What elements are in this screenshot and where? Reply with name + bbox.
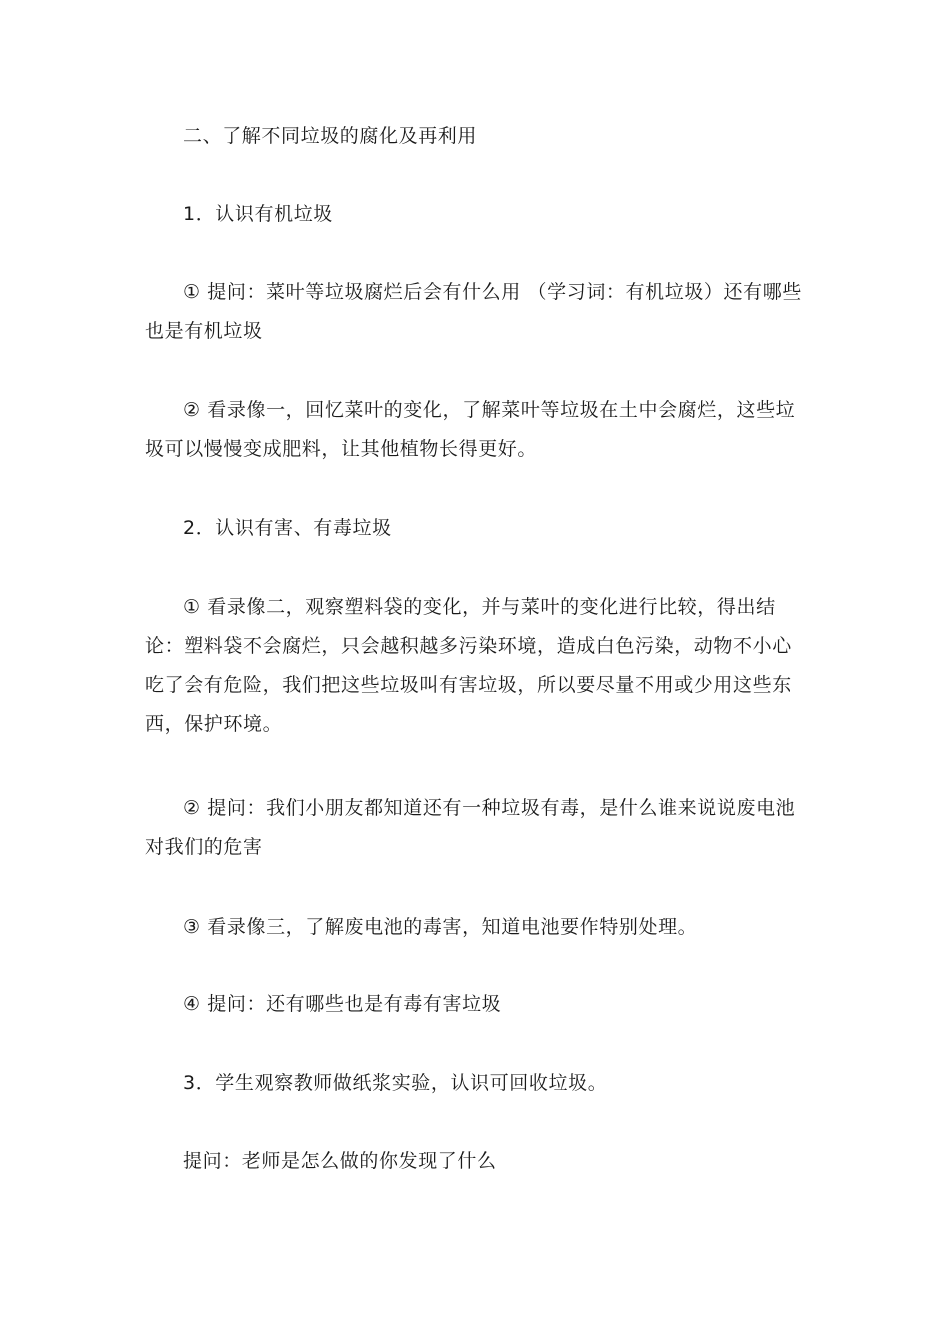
- subsection-heading-harmful: 2．认识有害、有毒垃圾: [183, 517, 392, 539]
- section-heading-two: 二、了解不同垃圾的腐化及再利用: [183, 125, 478, 147]
- subsection-heading-organic: 1．认识有机垃圾: [183, 203, 333, 225]
- paragraph-teacher-question: 提问：老师是怎么做的你发现了什么: [183, 1150, 497, 1172]
- paragraph-video-two: ① 看录像二，观察塑料袋的变化，并与菜叶的变化进行比较，得出结论：塑料袋不会腐烂，只会越积越多污染环境，造成白色污染，动物不小心吃了会有危险，我们把这些垃圾叫有害垃圾，所以要尽量不用或少用这些东西，保护环境。: [145, 596, 792, 735]
- paragraph-video-one: ② 看录像一，回忆菜叶的变化，了解菜叶等垃圾在土中会腐烂，这些垃圾可以慢慢变成肥料，让其他植物长得更好。: [145, 399, 796, 460]
- paragraph-harmful-question: ④ 提问：还有哪些也是有毒有害垃圾: [183, 993, 502, 1015]
- subsection-heading-recyclable: 3．学生观察教师做纸浆实验，认识可回收垃圾。: [183, 1072, 608, 1094]
- paragraph-organic-question: ① 提问：菜叶等垃圾腐烂后会有什么用 （学习词：有机垃圾）还有哪些也是有机垃圾: [145, 281, 802, 342]
- paragraph-battery-question: ② 提问：我们小朋友都知道还有一种垃圾有毒，是什么谁来说说废电池对我们的危害: [145, 797, 796, 858]
- paragraph-video-three: ③ 看录像三，了解废电池的毒害，知道电池要作特别处理。: [183, 916, 698, 938]
